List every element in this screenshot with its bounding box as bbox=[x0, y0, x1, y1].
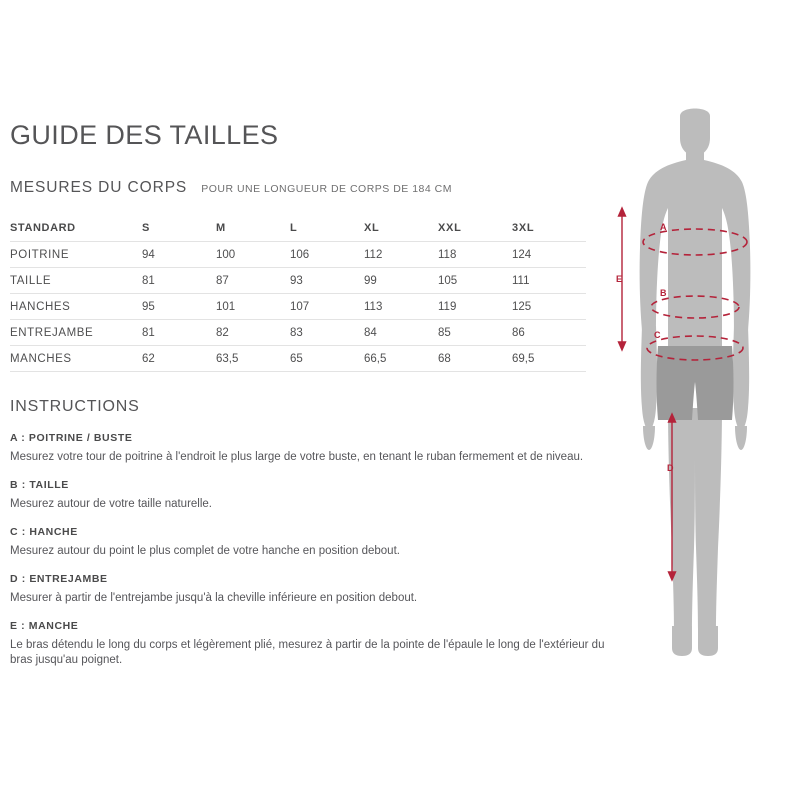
cell-poitrine-l: 106 bbox=[290, 242, 364, 268]
measurements-header bbox=[8, 179, 612, 197]
cell-entrejambe-3xl: 86 bbox=[512, 320, 586, 346]
cell-taille-l: 93 bbox=[290, 268, 364, 294]
label-e: E bbox=[616, 274, 623, 284]
column-header-3xl: 3XL bbox=[512, 215, 586, 242]
cell-manches-xxl: 68 bbox=[438, 346, 512, 372]
cell-hanches-m: 101 bbox=[216, 294, 290, 320]
mannequin-silhouette bbox=[640, 109, 751, 657]
cell-entrejambe-l: 83 bbox=[290, 320, 364, 346]
cell-manches-xl: 66,5 bbox=[364, 346, 438, 372]
cell-manches-m: 63,5 bbox=[216, 346, 290, 372]
instruction-head-c: C : HANCHE bbox=[10, 525, 78, 538]
cell-manches-3xl: 69,5 bbox=[512, 346, 586, 372]
table-row bbox=[10, 320, 586, 346]
cell-taille-m: 87 bbox=[216, 268, 290, 294]
cell-taille-s: 81 bbox=[142, 268, 216, 294]
cell-entrejambe-xl: 84 bbox=[364, 320, 438, 346]
column-header-xl: XL bbox=[364, 215, 438, 242]
cell-poitrine-m: 100 bbox=[216, 242, 290, 268]
cell-taille-xl: 99 bbox=[364, 268, 438, 294]
instruction-body-b: Mesurez autour de votre taille naturelle. bbox=[10, 497, 212, 510]
body-diagram bbox=[610, 108, 795, 678]
column-header-xxl: XXL bbox=[438, 215, 512, 242]
measurements-title: MESURES DU CORPS bbox=[10, 179, 188, 196]
cell-hanches-3xl: 125 bbox=[512, 294, 586, 320]
cell-hanches-xl: 113 bbox=[364, 294, 438, 320]
table-header-row bbox=[10, 215, 586, 242]
instructions-title: INSTRUCTIONS bbox=[10, 398, 140, 415]
cell-manches-s: 62 bbox=[142, 346, 216, 372]
row-label-poitrine: POITRINE bbox=[10, 242, 142, 268]
size-table-head bbox=[10, 215, 586, 242]
cell-entrejambe-s: 81 bbox=[142, 320, 216, 346]
instruction-item-e bbox=[8, 620, 612, 668]
instruction-head-d: D : ENTREJAMBE bbox=[10, 572, 108, 585]
cell-hanches-l: 107 bbox=[290, 294, 364, 320]
size-table bbox=[10, 215, 586, 372]
column-header-m: M bbox=[216, 215, 290, 242]
label-c: C bbox=[654, 330, 661, 340]
label-b: B bbox=[660, 288, 667, 298]
instruction-head-e: E : MANCHE bbox=[10, 619, 79, 632]
instruction-item-d bbox=[8, 573, 612, 606]
instruction-body-d: Mesurer à partir de l'entrejambe jusqu'à la cheville inférieure en position debout. bbox=[10, 591, 418, 604]
cell-poitrine-xxl: 118 bbox=[438, 242, 512, 268]
instruction-item-c bbox=[8, 526, 612, 559]
table-row bbox=[10, 346, 586, 372]
cell-taille-3xl: 111 bbox=[512, 268, 586, 294]
instruction-head-b: B : TAILLE bbox=[10, 478, 69, 491]
cell-poitrine-xl: 112 bbox=[364, 242, 438, 268]
instruction-body-a: Mesurez votre tour de poitrine à l'endroit le plus large de votre buste, en tenant le ruban fermement et de niveau. bbox=[10, 451, 584, 463]
table-row bbox=[10, 242, 586, 268]
row-label-hanches: HANCHES bbox=[10, 294, 142, 320]
size-table-body bbox=[10, 242, 586, 372]
instruction-item-a bbox=[8, 432, 612, 465]
column-header-l: L bbox=[290, 215, 364, 242]
instruction-body-c: Mesurez autour du point le plus complet de votre hanche en position debout. bbox=[10, 544, 400, 557]
content-column bbox=[8, 120, 612, 682]
page-title: GUIDE DES TAILLES bbox=[10, 120, 279, 150]
instruction-body-e: Le bras détendu le long du corps et légèrement plié, mesurez à partir de la pointe de l'épaule le long de l'extérieur du bras jusqu'au poignet. bbox=[10, 638, 605, 666]
cell-taille-xxl: 105 bbox=[438, 268, 512, 294]
column-header-standard: STANDARD bbox=[10, 215, 142, 242]
label-a: A bbox=[660, 222, 667, 232]
column-header-s: S bbox=[142, 215, 216, 242]
cell-hanches-xxl: 119 bbox=[438, 294, 512, 320]
row-label-taille: TAILLE bbox=[10, 268, 142, 294]
cell-entrejambe-m: 82 bbox=[216, 320, 290, 346]
row-label-manches: MANCHES bbox=[10, 346, 142, 372]
measurements-subtitle: POUR UNE LONGUEUR DE CORPS DE 184 CM bbox=[201, 183, 452, 195]
label-d: D bbox=[667, 463, 674, 473]
cell-poitrine-3xl: 124 bbox=[512, 242, 586, 268]
table-row bbox=[10, 294, 586, 320]
cell-manches-l: 65 bbox=[290, 346, 364, 372]
cell-poitrine-s: 94 bbox=[142, 242, 216, 268]
cell-hanches-s: 95 bbox=[142, 294, 216, 320]
row-label-entrejambe: ENTREJAMBE bbox=[10, 320, 142, 346]
table-row bbox=[10, 268, 586, 294]
instruction-head-a: A : POITRINE / BUSTE bbox=[10, 432, 133, 444]
instruction-item-b bbox=[8, 479, 612, 512]
cell-entrejambe-xxl: 85 bbox=[438, 320, 512, 346]
